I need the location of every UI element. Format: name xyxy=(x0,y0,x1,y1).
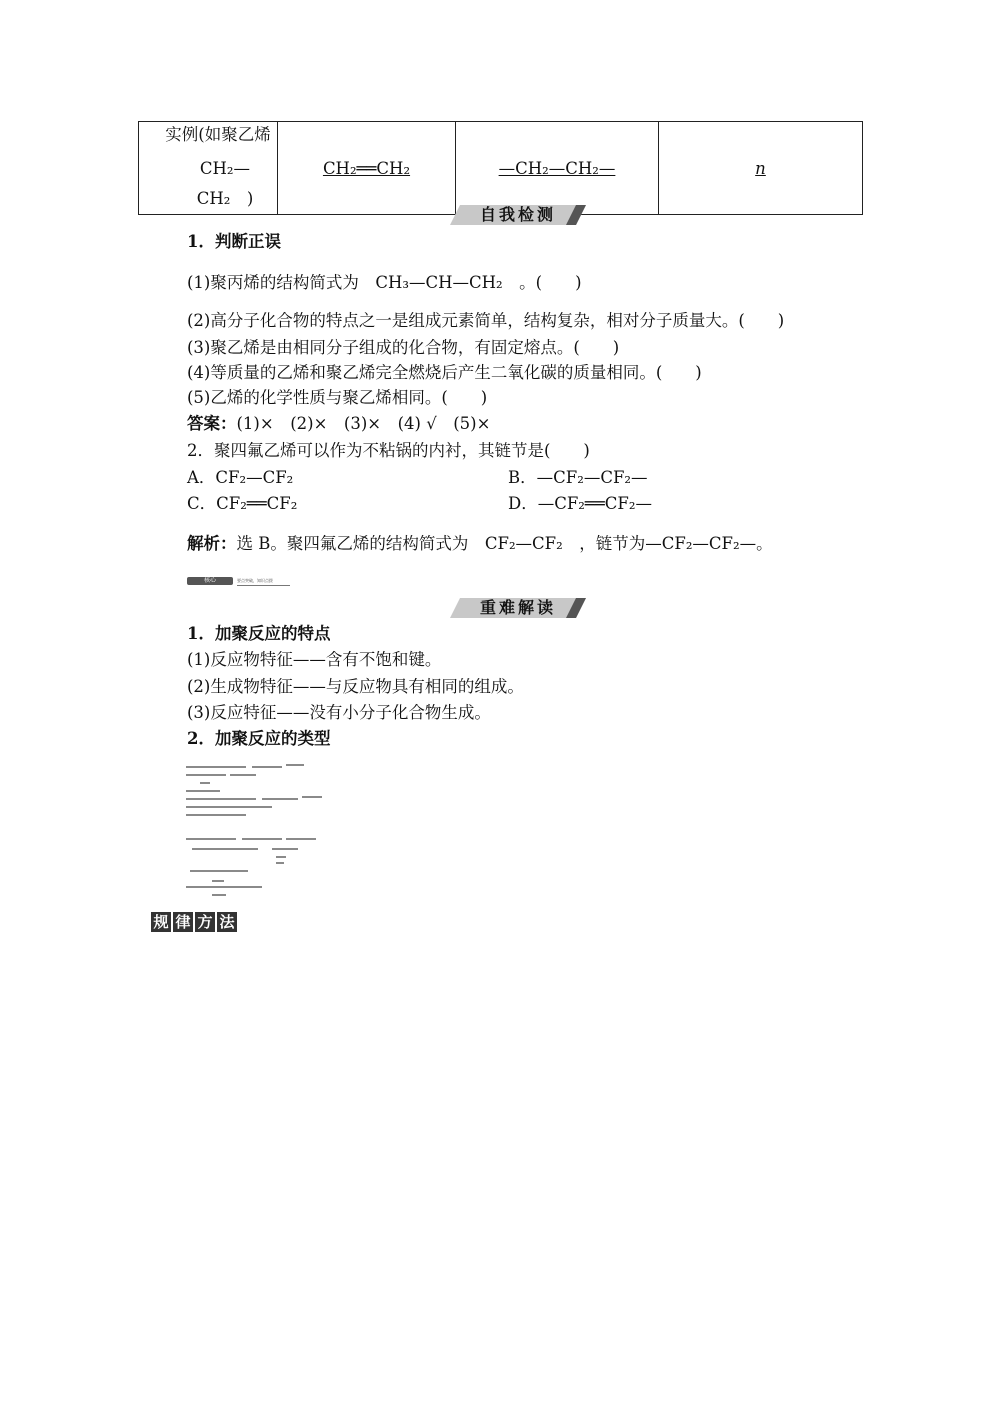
kp-item-2: (2)生成物特征——与反应物具有相同的组成。 xyxy=(187,677,524,696)
degree-cell xyxy=(659,122,863,215)
q1-item-5: (5)乙烯的化学性质与聚乙烯相同。( ) xyxy=(187,388,488,407)
row-label-line1: 实例(如聚乙烯 xyxy=(165,125,271,144)
reaction-types-graphic xyxy=(182,760,342,905)
q1-item-1: (1)聚丙烯的结构简式为 CH₃—CH—CH₂ 。( ) xyxy=(187,273,582,292)
rule-tag-char-3: 方 xyxy=(195,912,215,932)
chain-unit-formula: —CH₂—CH₂— xyxy=(498,158,616,178)
analysis-line xyxy=(187,534,773,554)
kp-heading-1: 1．加聚反应的特点 xyxy=(187,624,331,643)
self-check-title: 自我检测 xyxy=(479,205,556,224)
example-table xyxy=(138,121,863,215)
key-points-title: 重难解读 xyxy=(479,598,556,617)
q1-item-2: (2)高分子化合物的特点之一是组成元素简单，结构复杂，相对分子质量大。( ) xyxy=(187,311,785,330)
core-tag xyxy=(187,577,290,585)
reaction-types-image xyxy=(182,760,342,905)
monomer-formula: CH₂══CH₂ xyxy=(322,158,411,178)
core-tag-left: 核心 xyxy=(187,577,233,585)
q1-item-3: (3)聚乙烯是由相同分子组成的化合物，有固定熔点。( ) xyxy=(187,338,620,357)
analysis-label: 解析： xyxy=(187,534,237,553)
table-row xyxy=(139,122,863,215)
chain-unit-cell xyxy=(456,122,659,215)
q2-title: 2．聚四氟乙烯可以作为不粘锅的内衬，其链节是( ) xyxy=(187,441,590,460)
rule-method-tag xyxy=(151,912,239,934)
row-label-cell xyxy=(139,122,278,215)
core-tag-right: 要点突破，知识点拨 xyxy=(237,577,290,586)
rule-tag-char-2: 律 xyxy=(173,912,193,932)
kp-item-3: (3)反应特征——没有小分子化合物生成。 xyxy=(187,703,491,722)
q2-option-d: D．—CF₂══CF₂— xyxy=(508,494,652,513)
q1-item-4: (4)等质量的乙烯和聚乙烯完全燃烧后产生二氧化碳的质量相同。( ) xyxy=(187,363,702,382)
q2-option-c: C．CF₂══CF₂ xyxy=(187,494,298,513)
rule-tag-char-1: 规 xyxy=(151,912,171,932)
row-label-line2: CH₂—CH₂ ) xyxy=(196,159,254,208)
answer-label: 答案： xyxy=(187,414,237,433)
q1-title: 1．判断正误 xyxy=(187,232,281,251)
kp-heading-2: 2．加聚反应的类型 xyxy=(187,729,331,748)
monomer-cell xyxy=(278,122,456,215)
self-check-banner xyxy=(450,205,586,225)
key-points-banner xyxy=(450,598,586,618)
answer-text: (1)× (2)× (3)× (4) √ (5)× xyxy=(236,414,491,433)
degree-value: n xyxy=(755,158,766,178)
q2-option-a: A．CF₂—CF₂ xyxy=(187,468,294,487)
analysis-text: 选 B。聚四氟乙烯的结构简式为 CF₂—CF₂ ，链节为—CF₂—CF₂—。 xyxy=(236,534,773,553)
answer-line xyxy=(187,414,490,434)
kp-item-1: (1)反应物特征——含有不饱和键。 xyxy=(187,650,442,669)
q2-option-b: B．—CF₂—CF₂— xyxy=(508,468,648,487)
rule-tag-char-4: 法 xyxy=(217,912,237,932)
